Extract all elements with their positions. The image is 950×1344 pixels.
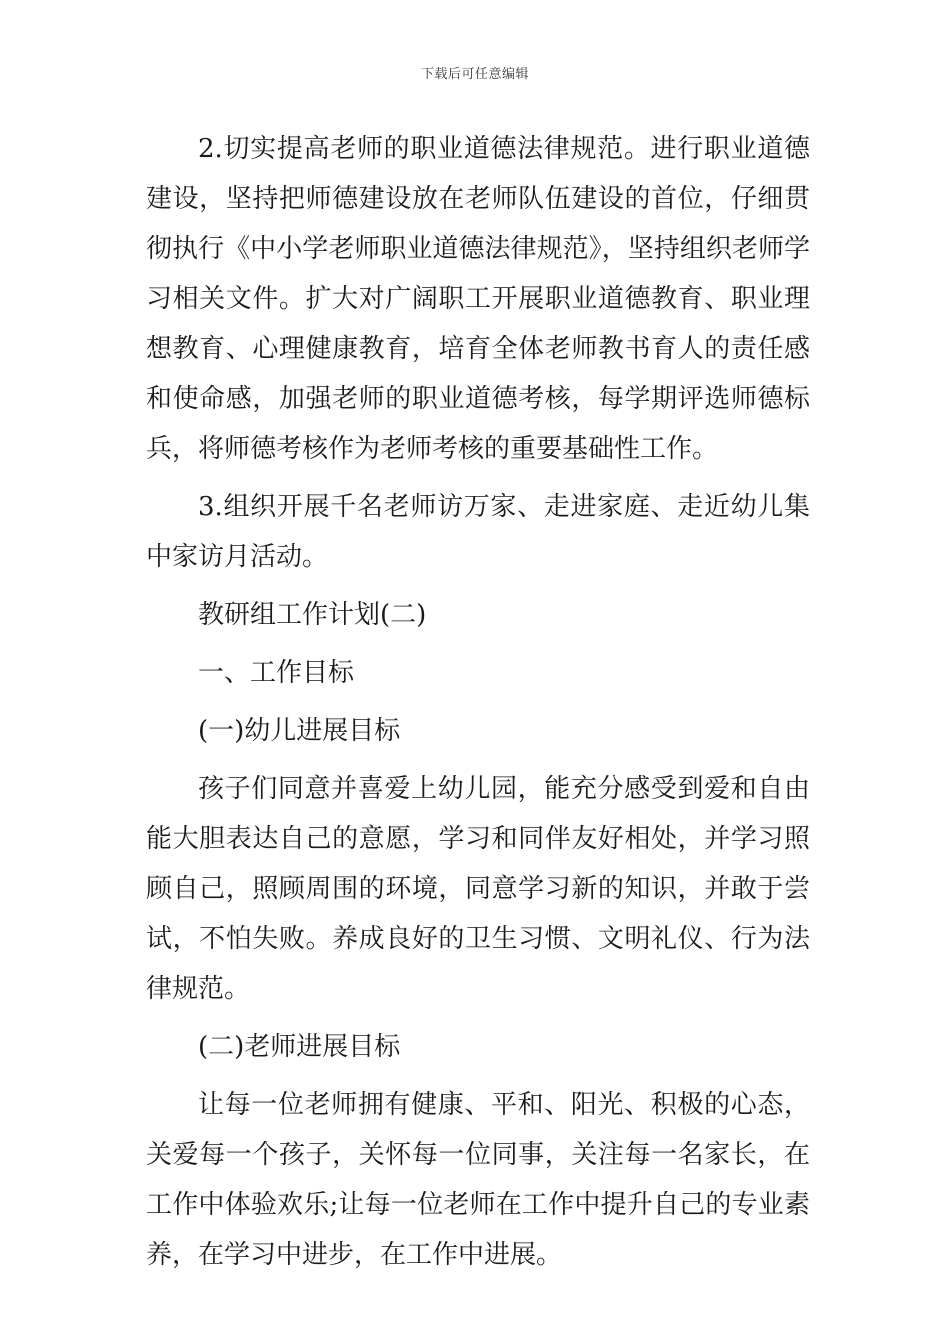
section-heading-goals: 一、工作目标 <box>198 658 355 688</box>
paragraph-child-goals: 孩子们同意并喜爱上幼儿园，能充分感受到爱和自由能大胆表达自己的意愿，学习和同伴友好相处，并学习照顾自己，照顾周围的环境，同意学习新的知识，并敢于尝试，不怕失败。养成良好的卫生习惯、文明礼仪、行为法律规范。 <box>146 774 810 1004</box>
section-title: 教研组工作计划(二) <box>198 600 427 630</box>
paragraph-teacher-goals: 让每一位老师拥有健康、平和、阳光、积极的心态，关爱每一个孩子，关怀每一位同事，关注每一名家长，在工作中体验欢乐;让每一位老师在工作中提升自己的专业素养，在学习中进步，在工作中进展。 <box>146 1090 810 1270</box>
subheading-child-goals: (一)幼儿进展目标 <box>198 716 401 746</box>
page-header: 下载后可任意编辑 <box>420 67 529 82</box>
paragraph-home-visit: 3.组织开展千名老师访万家、走进家庭、走近幼儿集中家访月活动。 <box>146 492 810 572</box>
subheading-teacher-goals: (二)老师进展目标 <box>198 1032 401 1062</box>
paragraph-teacher-ethics: 2.切实提高老师的职业道德法律规范。进行职业道德建设，坚持把师德建设放在老师队伍建设的首位，仔细贯彻执行《中小学老师职业道德法律规范》，坚持组织老师学习相关文件。扩大对广阔职工开展职业道德教育、职业理想教育、心理健康教育，培育全体老师教书育人的责任感和使命感，加强老师的职业道德考核，每学期评选师德标兵，将师德考核作为老师考核的重要基础性工作。 <box>146 134 810 464</box>
document-body <box>146 124 810 1280</box>
